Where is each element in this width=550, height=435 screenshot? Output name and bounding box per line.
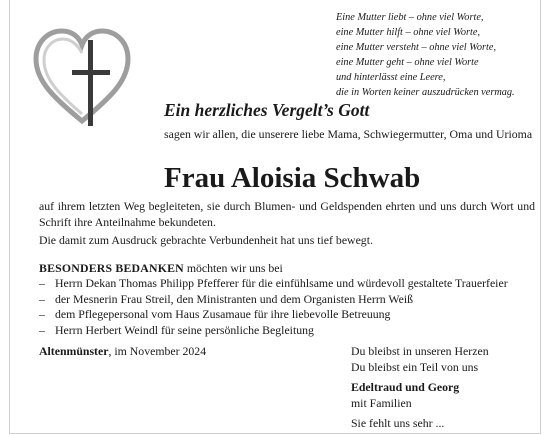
special-thanks-label: BESONDERS BEDANKEN — [39, 260, 184, 275]
closing-line: Du bleibst in unseren Herzen — [351, 344, 489, 358]
list-dash: – — [39, 276, 45, 290]
list-item-text: Herrn Herbert Weindl für seine persönliche Begleitung — [55, 322, 314, 337]
list-item-text: der Mesnerin Frau Streil, den Ministranten und dem Organisten Herrn Weiß — [55, 291, 414, 306]
intro-text: sagen wir allen, die unserere liebe Mama, Schwiegermutter, Oma und Urioma — [164, 127, 533, 141]
list-dash: – — [39, 307, 45, 321]
special-thanks-rest: möchten wir uns bei — [183, 260, 283, 275]
paragraph-thanks: auf ihrem letzten Weg begleiteten, sie durch Blumen- und Geldspenden ehrten und uns durch Wort und Schrift ihre Anteilnahme bekundeten. — [39, 199, 535, 229]
deceased-name: Frau Aloisia Schwab — [164, 162, 421, 194]
poem-line: und hinterlässt eine Leere, — [336, 72, 446, 84]
heart-icon — [36, 31, 128, 121]
poem-line: eine Mutter geht – ohne viel Worte — [336, 57, 479, 69]
poem — [336, 10, 526, 101]
closing-last-line: Sie fehlt uns sehr ... — [351, 416, 445, 431]
place-town: Altenmünster — [39, 344, 109, 358]
place-date-text: , im November 2024 — [108, 344, 207, 358]
place-date — [39, 344, 206, 359]
list-item — [39, 276, 535, 292]
special-thanks-line — [39, 261, 535, 277]
list-item-text: Herrn Dekan Thomas Philipp Pfefferer für die einfühlsame und würdevoll gestaltete Trauerfeier — [55, 276, 508, 290]
mourners-families: mit Familien — [351, 395, 412, 410]
mourners-names: Edeltraud und Georg — [351, 380, 460, 395]
list-item-text: dem Pflegepersonal vom Haus Zusamaue für ihre liebevolle Betreuung — [55, 307, 391, 321]
list-item — [39, 292, 535, 308]
thanks-heading: Ein herzliches Vergelt’s Gott — [164, 100, 370, 120]
list-dash: – — [39, 322, 45, 337]
list-item — [39, 323, 535, 339]
poem-line: die in Worten keiner auszudrücken vermag. — [336, 87, 515, 99]
body-text — [39, 199, 535, 338]
closing-block — [351, 344, 536, 432]
poem-line: Eine Mutter liebt – ohne viel Worte, — [336, 12, 484, 23]
list-item — [39, 307, 535, 323]
heart-cross-emblem — [32, 26, 132, 126]
poem-line: eine Mutter hilft – ohne viel Worte, — [336, 27, 481, 39]
cross-icon — [72, 40, 110, 126]
obituary-card — [9, 0, 541, 434]
list-dash: – — [39, 291, 45, 306]
paragraph-bond: Die damit zum Ausdruck gebrachte Verbundenheit hat uns tief bewegt. — [39, 233, 373, 247]
closing-line: Du bleibst ein Teil von uns — [351, 359, 479, 374]
poem-line: eine Mutter versteht – ohne viel Worte, — [336, 42, 497, 54]
thanks-list — [39, 276, 535, 338]
